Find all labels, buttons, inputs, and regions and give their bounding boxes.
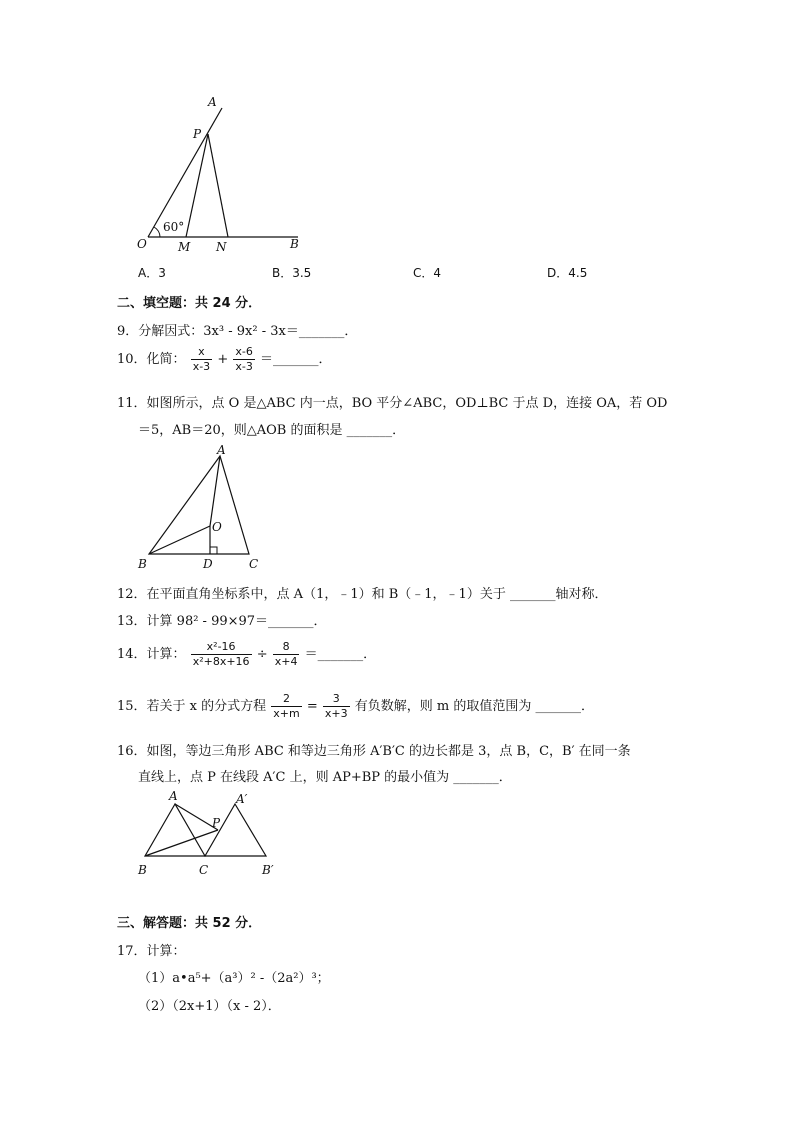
q15-f2-den: x+3: [324, 707, 348, 720]
question-11-line-1: 11．如图所示，点 O 是△ABC 内一点，BO 平分∠ABC，OD⊥BC 于点 D，连接 OA，若 OD: [117, 396, 668, 411]
question-10: [117, 345, 332, 374]
triangle-abc: [149, 456, 249, 554]
label-n: N: [216, 240, 227, 254]
label-p: P: [212, 816, 221, 830]
q10-prefix: 10．化简：: [117, 352, 186, 367]
q14-prefix: 14．计算：: [117, 647, 186, 662]
q10-plus: +: [217, 352, 229, 367]
q10-fraction-2: [233, 345, 254, 374]
q14-fraction-2: [273, 640, 300, 669]
q14-f2-den: x+4: [274, 655, 298, 668]
question-12: 12．在平面直角坐标系中，点 A（1，﹣1）和 B（﹣1，﹣1）关于 _______轴对称．: [117, 587, 608, 602]
segment-pm: [186, 134, 208, 237]
label-angle: 60°: [163, 220, 185, 234]
question-16-line-2: 直线上，点 P 在线段 A′C 上，则 AP+BP 的最小值为 _______．: [138, 770, 512, 785]
q14-fraction-1: [191, 640, 252, 669]
q10-suffix: ＝_______．: [259, 352, 332, 367]
section-title-solutions: 三、解答题：共 52 分．: [117, 916, 262, 931]
question-11-line-2: ＝5，AB＝20，则△AOB 的面积是 _______．: [138, 423, 406, 438]
triangle-abc: [145, 804, 205, 856]
q15-suffix: 有负数解，则 m 的取值范围为 _______．: [354, 699, 595, 714]
label-m: M: [178, 240, 191, 254]
q15-f1-den: x+m: [273, 707, 300, 720]
label-d: D: [203, 557, 213, 571]
question-13: 13．计算 98² - 99×97＝_______．: [117, 614, 327, 629]
q14-divide: ÷: [256, 647, 268, 662]
q10-f1-den: x-3: [192, 360, 211, 373]
q14-suffix: ＝_______．: [304, 647, 377, 662]
label-o: O: [212, 520, 222, 534]
option-d[interactable]: D．4.5: [547, 266, 588, 280]
question-17-part-2: （2）（2x+1）（x - 2）．: [138, 999, 281, 1014]
right-angle-mark: [210, 547, 217, 554]
q15-equals: =: [306, 699, 318, 714]
angle-arc: [154, 227, 160, 237]
question-16-line-1: 16．如图，等边三角形 ABC 和等边三角形 A′B′C 的边长都是 3，点 B，C，B′ 在同一条: [117, 744, 631, 759]
q15-f1-num: 2: [271, 692, 301, 707]
label-a: A: [169, 789, 178, 803]
segment-pn: [208, 134, 228, 237]
figure-two-equilateral-triangles: [130, 785, 290, 880]
q14-f1-den: x²+8x+16: [192, 655, 250, 668]
label-a-prime: A′: [236, 792, 248, 806]
q15-prefix: 15．若关于 x 的分式方程: [117, 699, 267, 714]
label-b: B: [138, 557, 147, 571]
q15-fraction-2: [323, 692, 350, 721]
question-17: 17．计算：: [117, 944, 186, 959]
segment-bo: [149, 526, 210, 554]
option-a[interactable]: A．3: [138, 266, 166, 280]
q15-f2-num: 3: [323, 692, 350, 707]
question-14: [117, 640, 376, 669]
label-a: A: [208, 95, 217, 109]
ray-oa: [148, 108, 222, 237]
figure-angle-diagram: [130, 90, 320, 260]
label-b: B: [138, 863, 147, 877]
triangle-a2b2c: [205, 804, 266, 856]
q15-fraction-1: [271, 692, 301, 721]
q10-f2-num: x-6: [235, 345, 253, 358]
question-15: [117, 692, 594, 721]
label-a: A: [217, 443, 226, 457]
label-c: C: [249, 557, 259, 571]
q10-f2-den: x-3: [235, 360, 253, 373]
q14-f2-num: 8: [273, 640, 300, 655]
label-b: B: [290, 237, 299, 251]
section-title-fill-in: 二、填空题：共 24 分．: [117, 296, 262, 311]
q10-f1-num: x: [191, 345, 212, 360]
figure-triangle-abc: [132, 440, 272, 575]
question-9: 9．分解因式：3x³ - 9x² - 3x＝_______．: [117, 324, 358, 339]
label-b-prime: B′: [262, 863, 274, 877]
q14-f1-num: x²-16: [191, 640, 252, 655]
segment-ao: [210, 456, 220, 526]
question-17-part-1: （1）a•a⁵+（a³）² -（2a²）³；: [138, 971, 330, 986]
q10-fraction-1: [191, 345, 212, 374]
option-b[interactable]: B．3.5: [272, 266, 312, 280]
label-c: C: [199, 863, 209, 877]
label-o: O: [137, 237, 147, 251]
option-c[interactable]: C．4: [413, 266, 442, 280]
label-p: P: [193, 127, 202, 141]
